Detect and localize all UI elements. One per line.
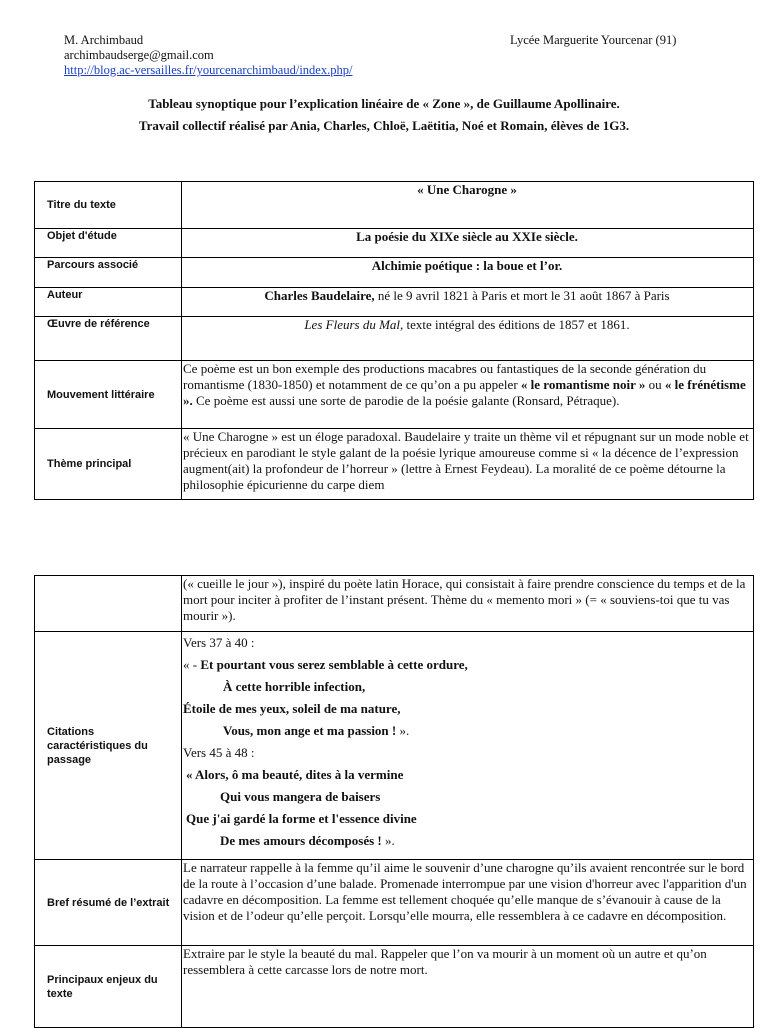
row-oeuvre — [35, 317, 754, 361]
synoptic-table-page-2 — [34, 575, 754, 1028]
label-parcours: Parcours associé — [35, 258, 182, 288]
citation-verse-48 — [183, 830, 751, 852]
citation-close-quote: ». — [396, 723, 410, 738]
title-line-2: Travail collectif réalisé par Ania, Charles, Chloë, Laëtitia, Noé et Romain, élèves de 1G3. — [138, 118, 630, 133]
citation-verse-38: À cette horrible infection, — [223, 679, 366, 694]
document-title — [0, 93, 768, 137]
citation-verse-37 — [183, 654, 751, 676]
row-titre — [35, 182, 754, 229]
citation-ref-1: Vers 37 à 40 : — [183, 635, 255, 650]
label-titre: Titre du texte — [35, 182, 182, 229]
value-auteur — [182, 288, 754, 317]
header-left — [64, 33, 352, 78]
mouvement-text-2: ou — [645, 377, 665, 392]
row-theme — [35, 429, 754, 500]
synoptic-table-page-1 — [34, 181, 754, 500]
citation-ref-2: Vers 45 à 48 : — [183, 745, 255, 760]
mouvement-bold-1: « le romantisme noir » — [520, 377, 646, 392]
value-mouvement — [182, 361, 754, 429]
title-line-1: Tableau synoptique pour l’explication linéaire de « Zone », de Guillaume Apollinaire. — [148, 96, 620, 111]
value-citations — [182, 632, 754, 860]
label-theme: Thème principal — [35, 429, 182, 500]
row-objet — [35, 229, 754, 258]
label-empty — [35, 576, 182, 632]
citation-verse-45: « Alors, ô ma beauté, dites à la vermine — [186, 767, 404, 782]
row-mouvement — [35, 361, 754, 429]
row-enjeux — [35, 946, 754, 1028]
row-parcours — [35, 258, 754, 288]
row-auteur — [35, 288, 754, 317]
citation-close-quote-2: ». — [381, 833, 395, 848]
value-oeuvre — [182, 317, 754, 361]
value-resume: Le narrateur rappelle à la femme qu’il aime le souvenir d’une charogne qu’ils avaient rencontrée sur le bord de la route à l’occasion d’une balade. Promenade interrompue par une vision d'horreur avec l'apparition d'un cadavre en décomposition. La femme est tellement choquée qu’elle manque de s’évanouir à cause de la vision et de l’odeur qu’elle perçoit. Lorsqu’elle mourra, elle ressemblera à ce cadavre en décomposition. — [182, 860, 754, 946]
citation-verse-40 — [183, 720, 751, 742]
label-oeuvre: Œuvre de référence — [35, 317, 182, 361]
label-mouvement: Mouvement littéraire — [35, 361, 182, 429]
value-objet: La poésie du XIXe siècle au XXIe siècle. — [182, 229, 754, 258]
author-fullname: Charles Baudelaire, — [264, 288, 375, 303]
label-enjeux: Principaux enjeux du texte — [35, 946, 182, 1028]
citation-verse-39: Étoile de mes yeux, soleil de ma nature, — [183, 701, 401, 716]
citation-verse-47: Que j'ai gardé la forme et l'essence divine — [186, 811, 417, 826]
citation-verse-46: Qui vous mangera de baisers — [220, 789, 381, 804]
row-citations — [35, 632, 754, 860]
blog-link[interactable]: http://blog.ac-versailles.fr/yourcenarchimbaud/index.php/ — [64, 63, 353, 77]
author-email: archimbaudserge@gmail.com — [64, 48, 214, 62]
value-titre: « Une Charogne » — [182, 182, 754, 229]
school-name: Lycée Marguerite Yourcenar (91) — [510, 33, 677, 47]
label-citations: Citations caractéristiques du passage — [35, 632, 182, 860]
work-title: Les Fleurs du Mal, — [304, 317, 404, 332]
row-theme-continued — [35, 576, 754, 632]
work-editions: texte intégral des éditions de 1857 et 1861. — [403, 317, 630, 332]
value-parcours: Alchimie poétique : la boue et l’or. — [182, 258, 754, 288]
label-resume: Bref résumé de l’extrait — [35, 860, 182, 946]
value-theme-continued: (« cueille le jour »), inspiré du poète latin Horace, qui consistait à faire prendre conscience du temps et de la mort pour inciter à profiter de l’instant présent. Thème du « memento mori » (= « souviens-toi que tu vas mourir »). — [182, 576, 754, 632]
author-dates: né le 9 avril 1821 à Paris et mort le 31 août 1867 à Paris — [374, 288, 670, 303]
value-theme: « Une Charogne » est un éloge paradoxal. Baudelaire y traite un thème vil et répugnant sur un mode noble et précieux en parodiant le style galant de la poésie lyrique amoureuse comme si « la décence de l’expression augment(ait) la profondeur de l’horreur » (lettre à Ernest Feydeau). La moralité de ce poème détourne la philosophie épicurienne du carpe diem — [182, 429, 754, 500]
mouvement-text-3: Ce poème est aussi une sorte de parodie de la poésie galante (Ronsard, Pétraque). — [192, 393, 620, 408]
author-name: M. Archimbaud — [64, 33, 144, 47]
verse-48-text: De mes amours décomposés ! — [220, 833, 382, 848]
mouvement-text-1: Ce poème est un bon exemple des productions macabres ou fantastiques de la seconde génération du romantisme (1830-1850) et notamment de ce qu’on a pu appeler — [183, 361, 707, 392]
label-auteur: Auteur — [35, 288, 182, 317]
row-resume — [35, 860, 754, 946]
mouvement-bold-2: « le frénétisme ». — [183, 377, 746, 408]
verse-37-text: Et pourtant vous serez semblable à cette ordure, — [200, 657, 468, 672]
citation-open-quote: « - — [183, 657, 201, 672]
verse-40-text: Vous, mon ange et ma passion ! — [223, 723, 397, 738]
value-enjeux: Extraire par le style la beauté du mal. Rappeler que l’on va mourir à un moment où un autre et qu’on ressemblera à cette carcasse lors de notre mort. — [182, 946, 754, 1028]
label-objet: Objet d'étude — [35, 229, 182, 258]
